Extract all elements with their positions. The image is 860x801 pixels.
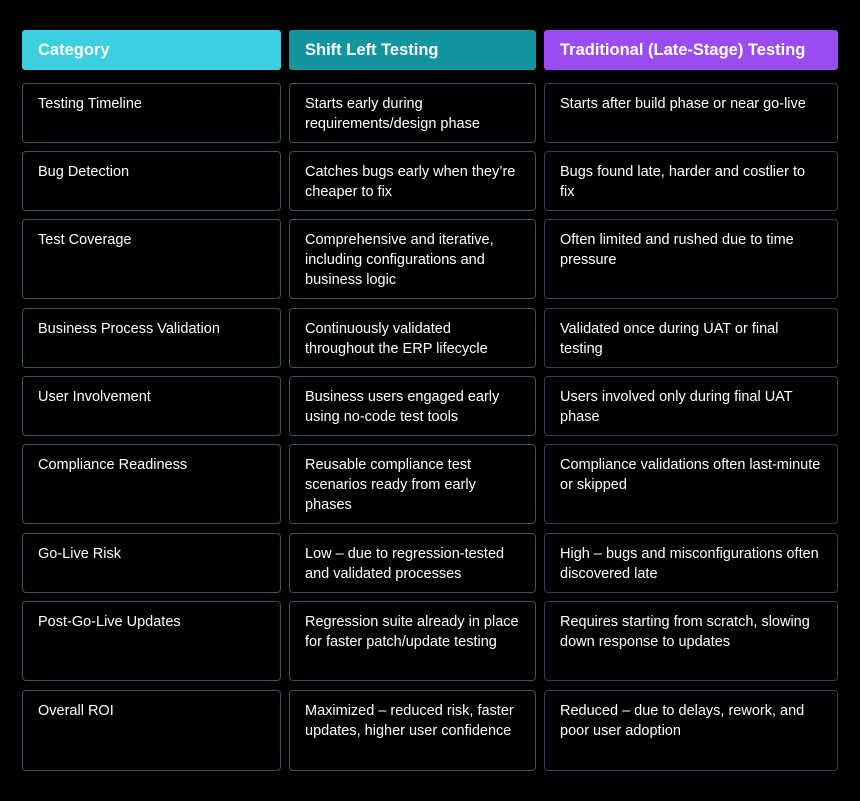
- traditional-cell: Requires starting from scratch, slowing down response to updates: [544, 601, 838, 681]
- shift-left-cell: Catches bugs early when they’re cheaper to fix: [289, 151, 536, 211]
- shift-left-cell: Continuously validated throughout the ERP lifecycle: [289, 308, 536, 368]
- category-cell: Go-Live Risk: [22, 533, 281, 593]
- header-category: Category: [22, 30, 281, 70]
- traditional-cell: Users involved only during final UAT phase: [544, 376, 838, 436]
- header-shift-left-testing: Shift Left Testing: [289, 30, 536, 70]
- shift-left-cell: Business users engaged early using no-code test tools: [289, 376, 536, 436]
- traditional-cell: Reduced – due to delays, rework, and poor user adoption: [544, 690, 838, 771]
- shift-left-cell: Starts early during requirements/design phase: [289, 83, 536, 143]
- category-cell: User Involvement: [22, 376, 281, 436]
- category-cell: Bug Detection: [22, 151, 281, 211]
- shift-left-cell: Low – due to regression-tested and validated processes: [289, 533, 536, 593]
- category-cell: Compliance Readiness: [22, 444, 281, 524]
- category-cell: Testing Timeline: [22, 83, 281, 143]
- category-cell: Test Coverage: [22, 219, 281, 299]
- traditional-cell: High – bugs and misconfigurations often discovered late: [544, 533, 838, 593]
- shift-left-cell: Comprehensive and iterative, including configurations and business logic: [289, 219, 536, 299]
- traditional-cell: Starts after build phase or near go-live: [544, 83, 838, 143]
- traditional-cell: Often limited and rushed due to time pressure: [544, 219, 838, 299]
- traditional-cell: Validated once during UAT or final testing: [544, 308, 838, 368]
- category-cell: Overall ROI: [22, 690, 281, 771]
- category-cell: Business Process Validation: [22, 308, 281, 368]
- shift-left-cell: Reusable compliance test scenarios ready from early phases: [289, 444, 536, 524]
- shift-left-cell: Maximized – reduced risk, faster updates, higher user confidence: [289, 690, 536, 771]
- traditional-cell: Compliance validations often last-minute or skipped: [544, 444, 838, 524]
- shift-left-cell: Regression suite already in place for faster patch/update testing: [289, 601, 536, 681]
- traditional-cell: Bugs found late, harder and costlier to fix: [544, 151, 838, 211]
- header-traditional-testing: Traditional (Late-Stage) Testing: [544, 30, 838, 70]
- category-cell: Post-Go-Live Updates: [22, 601, 281, 681]
